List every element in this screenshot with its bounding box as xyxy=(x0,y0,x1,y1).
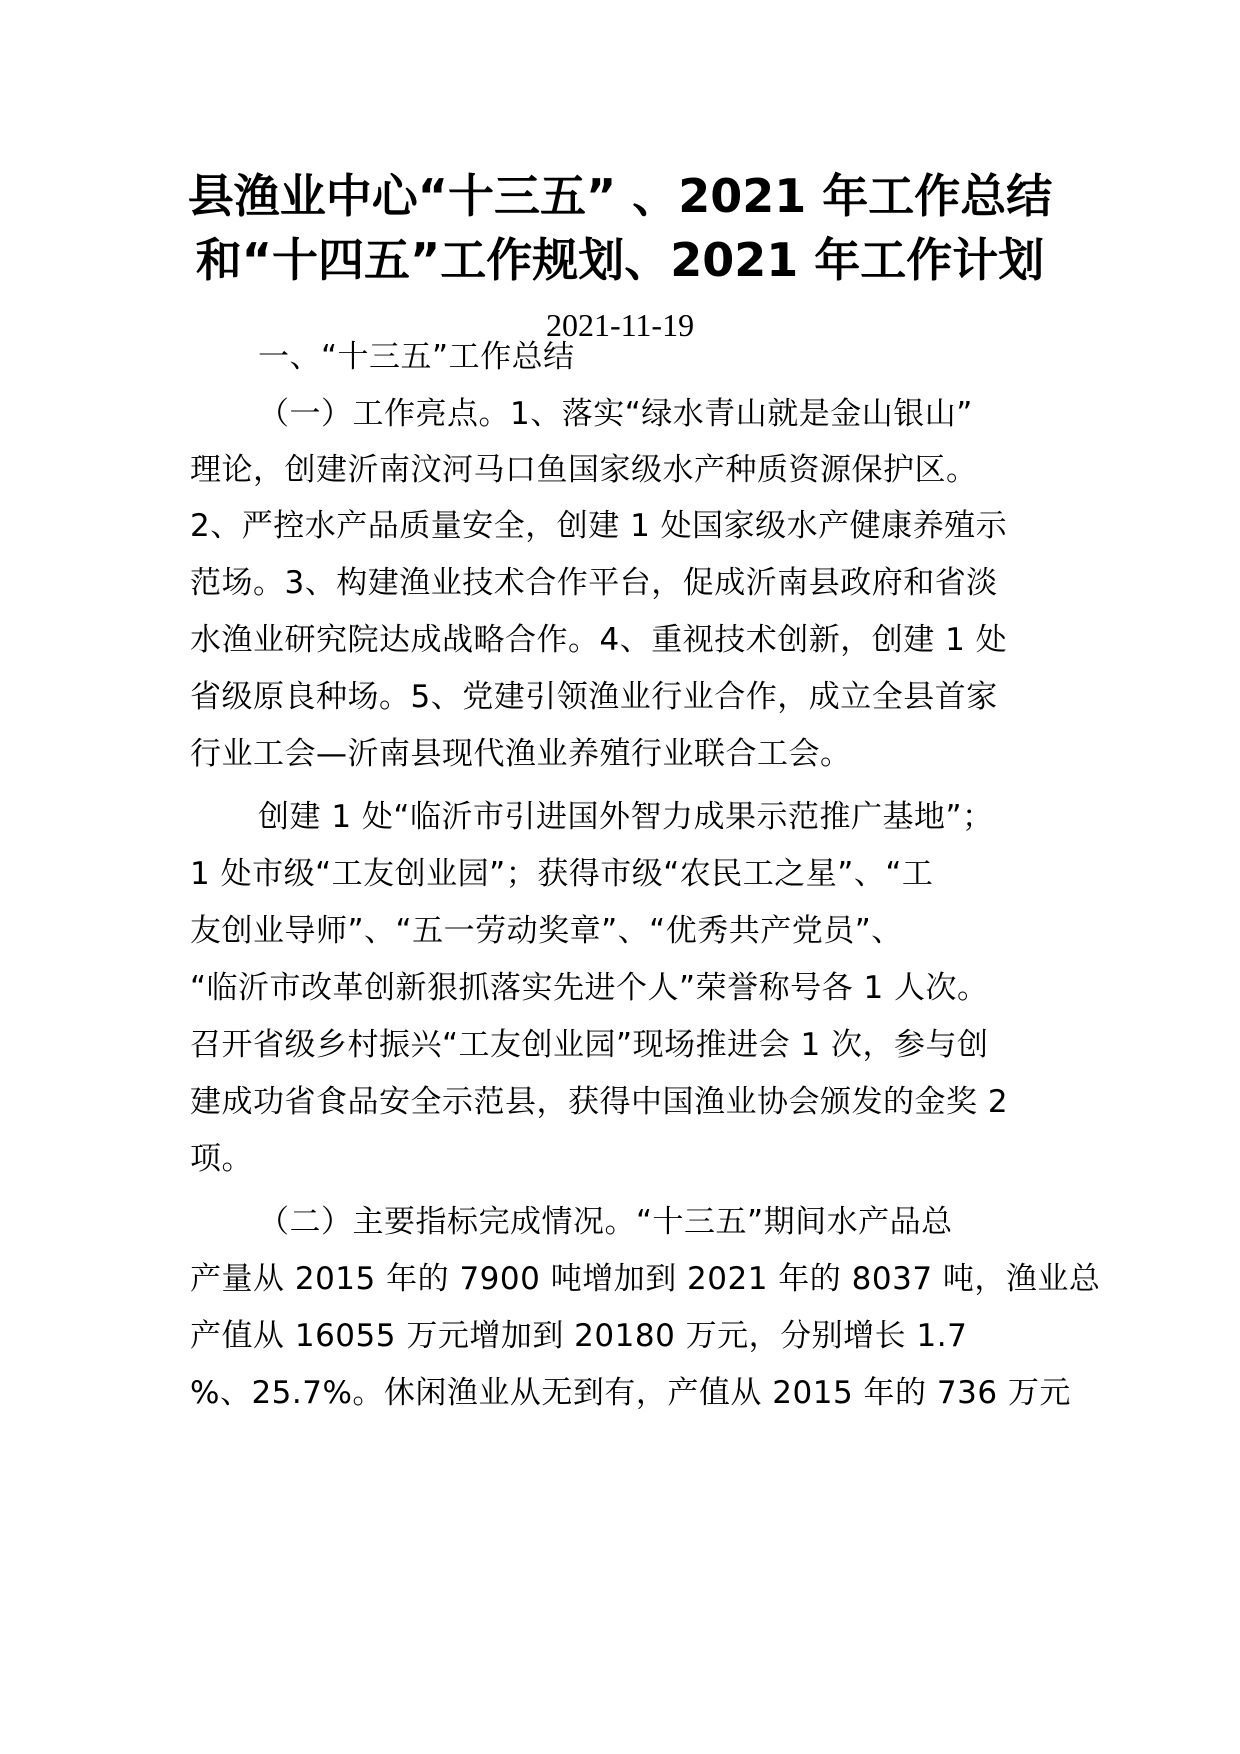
paragraph-line: （一）工作亮点。1、落实“绿水青山就是金山银山” xyxy=(258,396,973,432)
paragraph-line: 范场。3、构建渔业技术合作平台，促成沂南县政府和省淡 xyxy=(190,565,998,601)
paragraph-line: 1 处市级“工友创业园”；获得市级“农民工之星”、“工 xyxy=(190,856,934,892)
paragraph-line: 产值从 16055 万元增加到 20180 万元，分别增长 1.7 xyxy=(190,1318,968,1354)
paragraph-line: 创建 1 处“临沂市引进国外智力成果示范推广基地”； xyxy=(258,799,994,835)
document-date: 2021-11-19 xyxy=(545,307,695,343)
paragraph-line: “临沂市改革创新狠抓落实先进个人”荣誉称号各 1 人次。 xyxy=(190,970,989,1006)
paragraph-line: 水渔业研究院达成战略合作。4、重视技术创新，创建 1 处 xyxy=(190,622,1008,658)
paragraph-line: 产量从 2015 年的 7900 吨增加到 2021 年的 8037 吨，渔业总 xyxy=(190,1261,1101,1297)
paragraph-line: 省级原良种场。5、党建引领渔业行业合作，成立全县首家 xyxy=(190,679,998,715)
section-heading: 一、“十三五”工作总结 xyxy=(258,339,575,375)
paragraph-line: 理论，创建沂南汶河马口鱼国家级水产种质资源保护区。 xyxy=(190,452,978,488)
document-title-line-1: 县渔业中心“十三五” 、2021 年工作总结 xyxy=(187,169,1053,223)
paragraph-line: 召开省级乡村振兴“工友创业园”现场推进会 1 次，参与创 xyxy=(190,1027,989,1063)
paragraph-line: 行业工会—沂南县现代渔业养殖行业联合工会。 xyxy=(190,736,852,772)
paragraph-line: 建成功省食品安全示范县，获得中国渔业协会颁发的金奖 2 xyxy=(190,1084,1009,1120)
document-title-line-2: 和“十四五”工作规划、2021 年工作计划 xyxy=(195,233,1045,287)
paragraph-line: %、25.7%。休闲渔业从无到有，产值从 2015 年的 736 万元 xyxy=(190,1375,1071,1411)
paragraph-line: 项。 xyxy=(190,1141,253,1177)
paragraph-line: （二）主要指标完成情况。“十三五”期间水产品总 xyxy=(258,1204,953,1240)
paragraph-line: 2、严控水产品质量安全，创建 1 处国家级水产健康养殖示 xyxy=(190,508,1008,544)
paragraph-line: 友创业导师”、“五一劳动奖章”、“优秀共产党员”、 xyxy=(190,913,903,949)
